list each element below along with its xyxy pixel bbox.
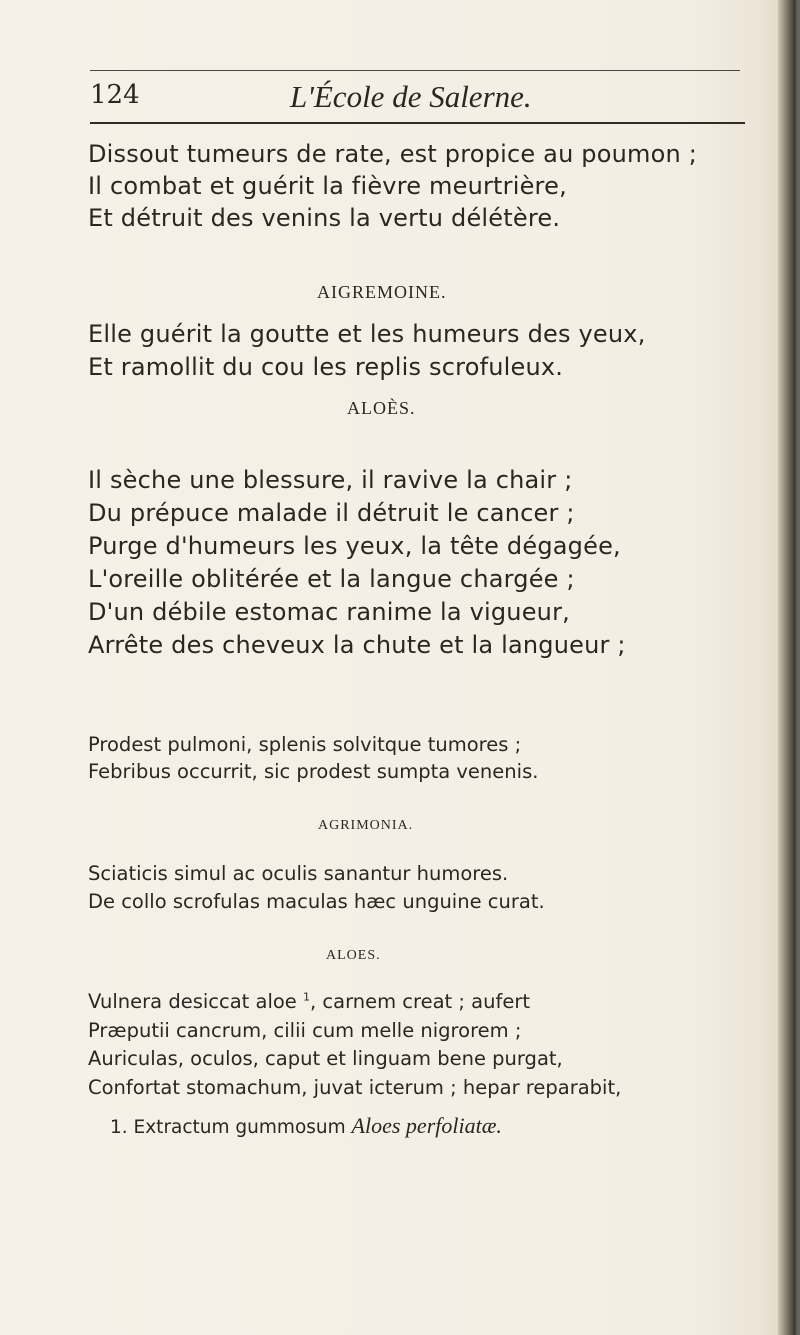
- latin-line: De collo scrofulas maculas hæc unguine curat.: [88, 890, 545, 913]
- verse-line: Il combat et guérit la fièvre meurtrière,: [88, 172, 567, 200]
- verse-line: Arrête des cheveux la chute et la langueur ;: [88, 631, 626, 659]
- verse-line: Et ramollit du cou les replis scrofuleux.: [88, 353, 564, 381]
- footnote-marker: 1: [303, 990, 310, 1004]
- latin-line: Auriculas, oculos, caput et linguam bene purgat,: [88, 1047, 563, 1070]
- footnote-italic: Aloes perfoliatæ.: [351, 1113, 502, 1138]
- section-heading-agrimonia: AGRIMONIA.: [318, 818, 414, 833]
- verse-line: Il sèche une blessure, il ravive la chair ;: [88, 466, 573, 494]
- verse-line: Dissout tumeurs de rate, est propice au poumon ;: [88, 140, 698, 168]
- verse-line: L'oreille oblitérée et la langue chargée ;: [88, 565, 575, 593]
- latin-text: , carnem creat ; aufert: [310, 990, 530, 1013]
- verse-line: Elle guérit la goutte et les humeurs des yeux,: [88, 320, 646, 348]
- verse-line: Purge d'humeurs les yeux, la tête dégagée,: [88, 532, 621, 560]
- header-rule: [90, 122, 745, 124]
- page-number: 124: [90, 80, 140, 110]
- latin-line: Febribus occurrit, sic prodest sumpta venenis.: [88, 760, 539, 783]
- section-heading-aloes: ALOÈS.: [347, 398, 416, 418]
- section-heading-aigremoine: AIGREMOINE.: [317, 282, 447, 302]
- top-rule: [90, 70, 740, 71]
- binding-shadow: [793, 0, 796, 1335]
- section-heading-aloes-latin: ALOES.: [326, 948, 381, 963]
- footnote-number: 1.: [110, 1117, 128, 1138]
- latin-line: Confortat stomachum, juvat icterum ; hepar reparabit,: [88, 1076, 622, 1099]
- footnote: [110, 1113, 502, 1139]
- latin-line: Sciaticis simul ac oculis sanantur humores.: [88, 862, 509, 885]
- latin-text: Vulnera desiccat aloe: [88, 990, 297, 1013]
- footnote-text: Extractum gummosum: [133, 1117, 346, 1138]
- latin-line: Præputii cancrum, cilii cum melle nigrorem ;: [88, 1019, 522, 1042]
- page-binding-edge: [778, 0, 800, 1335]
- running-head: L'École de Salerne.: [290, 79, 532, 114]
- verse-line: Du prépuce malade il détruit le cancer ;: [88, 499, 575, 527]
- verse-line: Et détruit des venins la vertu délétère.: [88, 204, 561, 232]
- latin-line: [88, 990, 530, 1013]
- latin-line: Prodest pulmoni, splenis solvitque tumores ;: [88, 733, 522, 756]
- verse-line: D'un débile estomac ranime la vigueur,: [88, 598, 570, 626]
